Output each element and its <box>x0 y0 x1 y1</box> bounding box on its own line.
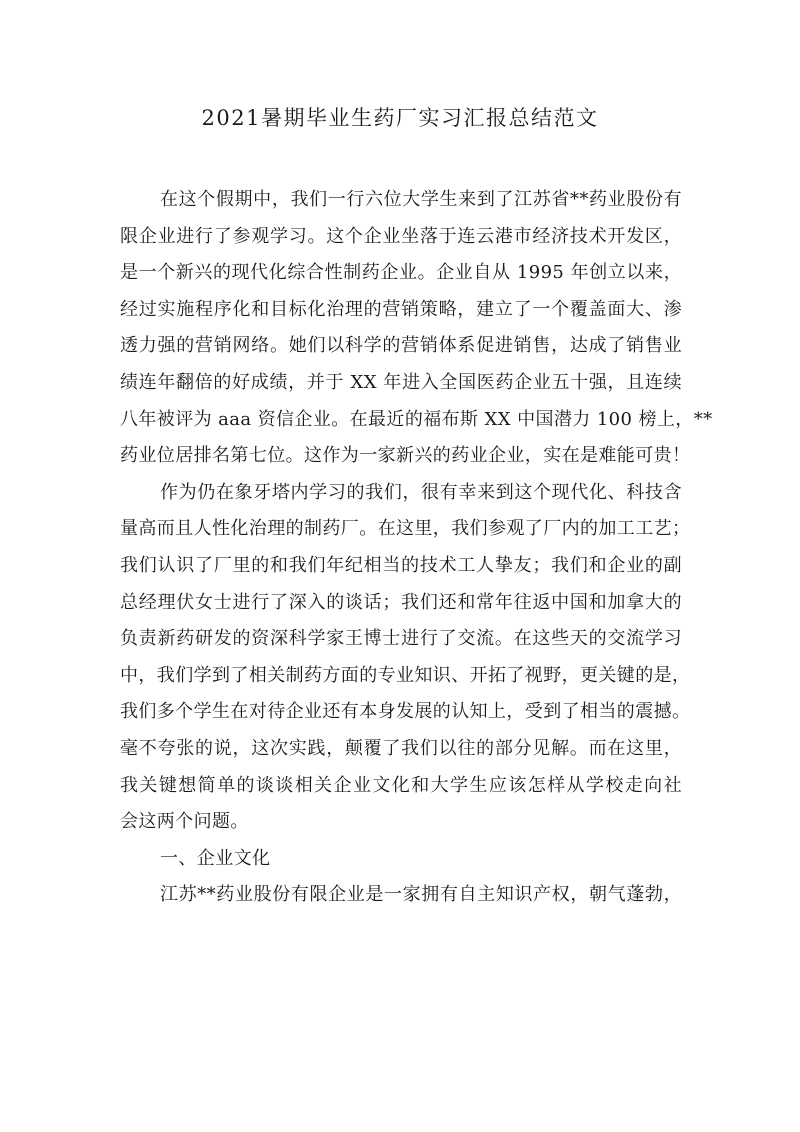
text-line: 会这两个问题。 <box>120 811 249 833</box>
text-line: 药业位居排名第七位。这作为一家新兴的药业企业，实在是难能可贵！ <box>120 445 691 467</box>
document-body <box>120 182 713 914</box>
text-line: 我关键想简单的谈谈相关企业文化和大学生应该怎样从学校走向社 <box>120 774 682 796</box>
text-line: 江苏**药业股份有限企业是一家拥有自主知识产权，朝气蓬勃， <box>160 884 682 906</box>
text-line: 总经理伏女士进行了深入的谈话；我们还和常年往返中国和加拿大的 <box>120 591 682 613</box>
text-line: 绩连年翻倍的好成绩，并于 XX 年进入全国医药企业五十强，且连续 <box>120 371 682 393</box>
text-line: 毫不夸张的说，这次实践，颠覆了我们以往的部分见解。而在这里， <box>120 737 682 759</box>
text-line: 八年被评为 aaa 资信企业。在最近的福布斯 XX 中国潜力 100 榜上，** <box>120 408 713 430</box>
text-line: 负责新药研发的资深科学家王博士进行了交流。在这些天的交流学习 <box>120 628 682 650</box>
text-line: 我们认识了厂里的和我们年纪相当的技术工人挚友；我们和企业的副 <box>120 554 682 576</box>
text-line: 中，我们学到了相关制药方面的专业知识、开拓了视野，更关键的是， <box>120 664 691 686</box>
section-heading: 一、企业文化 <box>160 847 271 869</box>
text-line: 在这个假期中，我们一行六位大学生来到了江苏省**药业股份有 <box>160 189 682 210</box>
text-line: 限企业进行了参观学习。这个企业坐落于连云港市经济技术开发区， <box>120 225 682 247</box>
text-line: 透力强的营销网络。她们以科学的营销体系促进销售，达成了销售业 <box>120 335 682 357</box>
text-line: 我们多个学生在对待企业还有本身发展的认知上，受到了相当的震撼。 <box>120 701 691 723</box>
document-title: 2021暑期毕业生药厂实习汇报总结范文 <box>201 106 599 130</box>
text-line: 量高而且人性化治理的制药厂。在这里，我们参观了厂内的加工工艺； <box>120 518 691 540</box>
text-line: 是一个新兴的现代化综合性制药企业。企业自从 1995 年创立以来， <box>120 262 682 284</box>
text-line: 作为仍在象牙塔内学习的我们，很有幸来到这个现代化、科技含 <box>160 481 682 503</box>
text-line: 经过实施程序化和目标化治理的营销策略，建立了一个覆盖面大、渗 <box>120 298 682 320</box>
